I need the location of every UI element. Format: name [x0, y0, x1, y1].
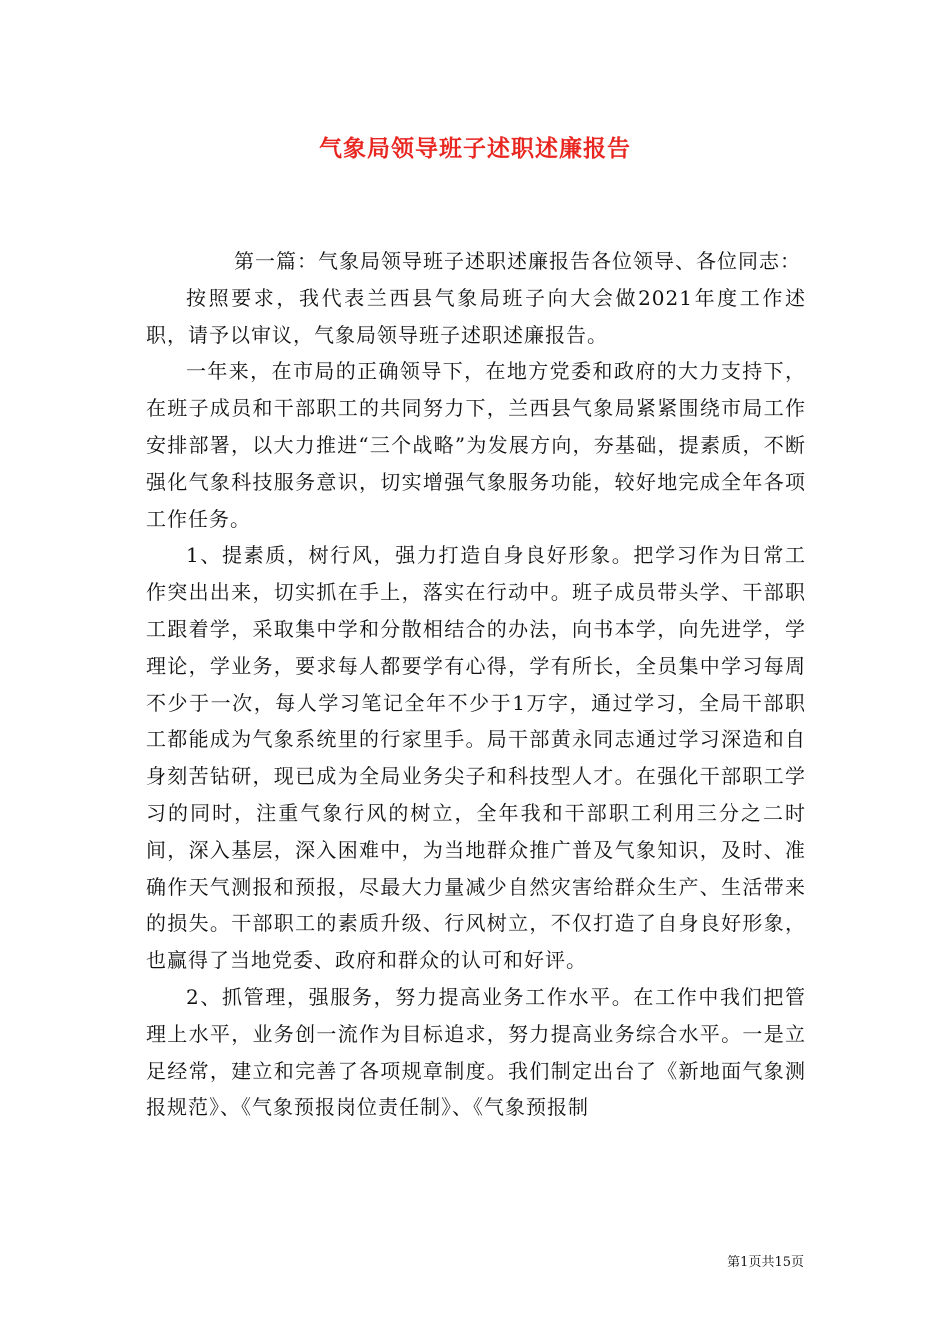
paragraph-intro: 第一篇：气象局领导班子述职述廉报告各位领导、各位同志： [234, 249, 801, 273]
paragraph-report-statement: 按照要求，我代表兰西县气象局班子向大会做2021年度工作述职，请予以审议，气象局领导班子述职述廉报告。 [146, 285, 806, 347]
document-body [146, 243, 806, 1126]
paragraph-year-summary: 一年来，在市局的正确领导下，在地方党委和政府的大力支持下，在班子成员和干部职工的共同努力下，兰西县气象局紧紧围绕市局工作安排部署，以大力推进“三个战略”为发展方向，夯基础，提素质，不断强化气象科技服务意识，切实增强气象服务功能，较好地完成全年各项工作任务。 [146, 359, 806, 531]
document-title: 气象局领导班子述职述廉报告 [319, 135, 631, 162]
paragraph-section-2: 2、抓管理，强服务，努力提高业务工作水平。在工作中我们把管理上水平，业务创一流作为目标追求，努力提高业务综合水平。一是立足经常，建立和完善了各项规章制度。我们制定出台了《新地面气象测报规范》、《气象预报岗位责任制》、《气象预报制 [146, 984, 806, 1120]
paragraph-section-1: 1、提素质，树行风，强力打造自身良好形象。把学习作为日常工作突出出来，切实抓在手上，落实在行动中。班子成员带头学、干部职工跟着学，采取集中学和分散相结合的办法，向书本学，向先进学，学理论，学业务，要求每人都要学有心得，学有所长，全员集中学习每周不少于一次，每人学习笔记全年不少于1万字，通过学习，全局干部职工都能成为气象系统里的行家里手。局干部黄永同志通过学习深造和自身刻苦钻研，现已成为全局业务尖子和科技型人才。在强化干部职工学习的同时，注重气象行风的树立，全年我和干部职工利用三分之二时间，深入基层，深入困难中，为当地群众推广普及气象知识，及时、准确作天气测报和预报，尽最大力量减少自然灾害给群众生产、生活带来的损失。干部职工的素质升级、行风树立，不仅打造了自身良好形象，也赢得了当地党委、政府和群众的认可和好评。 [146, 543, 806, 973]
page-number: 第1页共15页 [727, 1255, 804, 1270]
